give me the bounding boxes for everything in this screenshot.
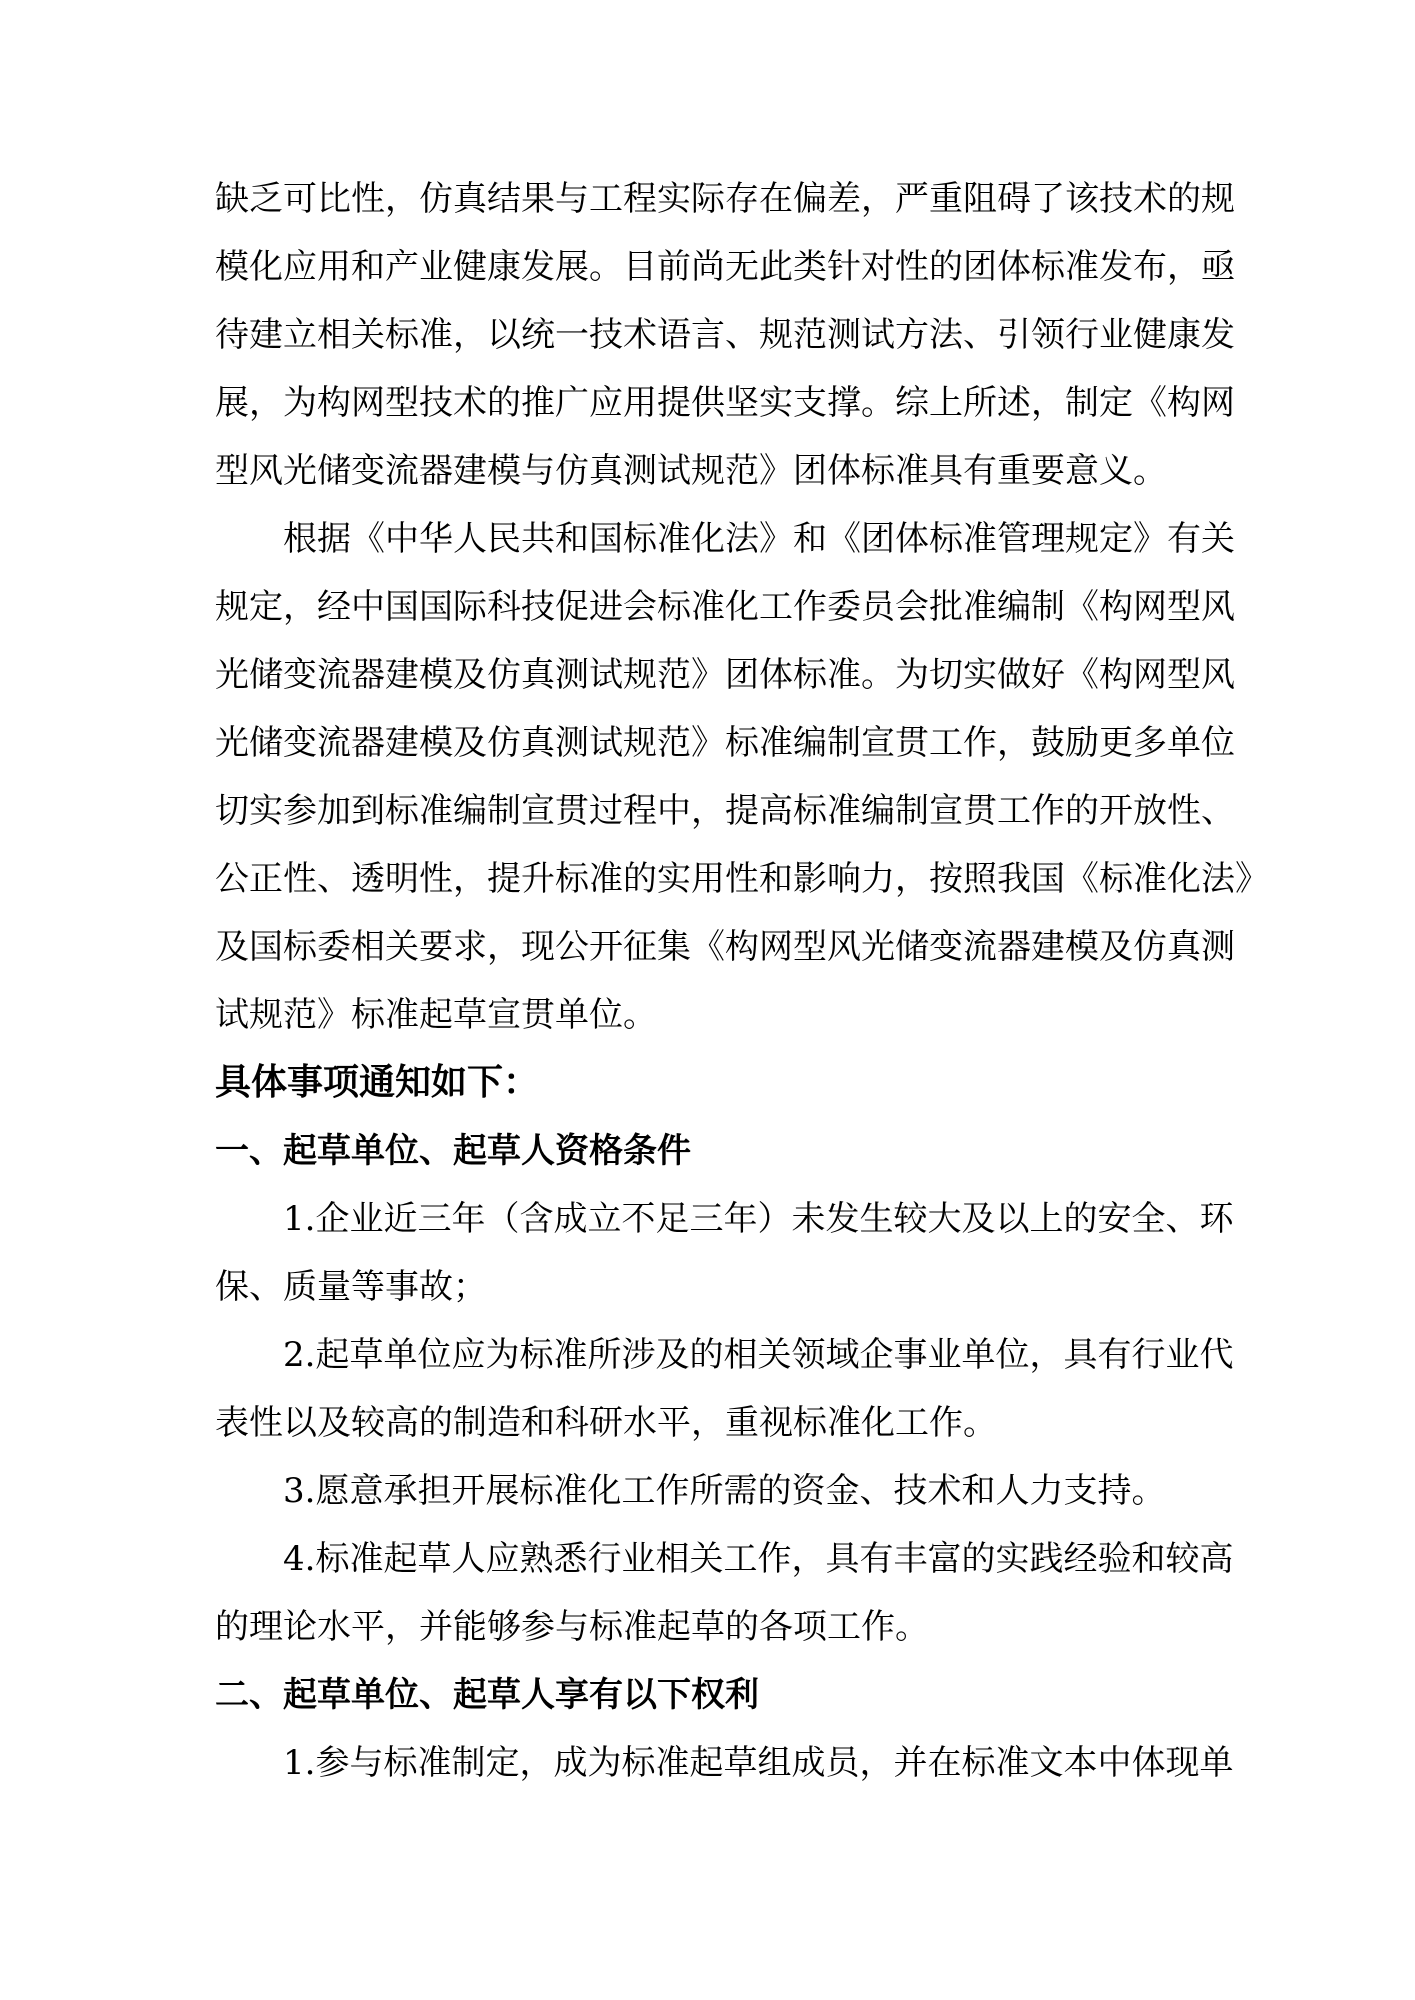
list-item-line: 表性以及较高的制造和科研水平，重视标准化工作。 [215,1403,997,1443]
paragraph-line: 待建立相关标准，以统一技术语言、规范测试方法、引领行业健康发 [215,315,1235,355]
list-item-line: 保、质量等事故； [215,1267,487,1307]
paragraph-line: 试规范》标准起草宣贯单位。 [215,995,657,1035]
list-item [215,1321,1234,1457]
list-item [215,1525,1234,1661]
paragraph-line: 光储变流器建模及仿真测试规范》团体标准。为切实做好《构网型风 [215,655,1235,695]
paragraph-2 [215,505,1269,1049]
list-item-line: 3.愿意承担开展标准化工作所需的资金、技术和人力支持。 [283,1471,1166,1511]
list-item [215,1729,1234,1797]
document-body [215,165,1269,1797]
paragraph-line: 切实参加到标准编制宣贯过程中，提高标准编制宣贯工作的开放性、 [215,791,1235,831]
section-rights [215,1661,1234,1797]
section-qualifications [215,1117,1234,1661]
list-item-line: 1.参与标准制定，成为标准起草组成员，并在标准文本中体现单 [283,1743,1234,1783]
list-item [215,1457,1205,1525]
list-item-line: 1.企业近三年（含成立不足三年）未发生较大及以上的安全、环 [283,1199,1234,1239]
paragraph-line: 展，为构网型技术的推广应用提供坚实支撑。综上所述，制定《构网 [215,383,1235,423]
paragraph-line: 根据《中华人民共和国标准化法》和《团体标准管理规定》有关 [283,519,1235,559]
list-item-line: 的理论水平，并能够参与标准起草的各项工作。 [215,1607,929,1647]
paragraph-1 [215,165,1235,505]
paragraph-line: 光储变流器建模及仿真测试规范》标准编制宣贯工作，鼓励更多单位 [215,723,1235,763]
paragraph-line: 公正性、透明性，提升标准的实用性和影响力，按照我国《标准化法》 [215,859,1269,899]
list-item [215,1185,1234,1321]
paragraph-line: 及国标委相关要求，现公开征集《构网型风光储变流器建模及仿真测 [215,927,1235,967]
section-heading: 一、起草单位、起草人资格条件 [215,1131,691,1171]
list-item-line: 4.标准起草人应熟悉行业相关工作，具有丰富的实践经验和较高 [283,1539,1234,1579]
paragraph-line: 模化应用和产业健康发展。目前尚无此类针对性的团体标准发布，亟 [215,247,1235,287]
section-heading: 二、起草单位、起草人享有以下权利 [215,1675,759,1715]
paragraph-line: 规定，经中国国际科技促进会标准化工作委员会批准编制《构网型风 [215,587,1235,627]
notice-heading: 具体事项通知如下： [215,1062,540,1103]
paragraph-line: 型风光储变流器建模与仿真测试规范》团体标准具有重要意义。 [215,451,1167,491]
paragraph-line: 缺乏可比性，仿真结果与工程实际存在偏差，严重阻碍了该技术的规 [215,179,1235,219]
list-item-line: 2.起草单位应为标准所涉及的相关领域企事业单位，具有行业代 [283,1335,1234,1375]
